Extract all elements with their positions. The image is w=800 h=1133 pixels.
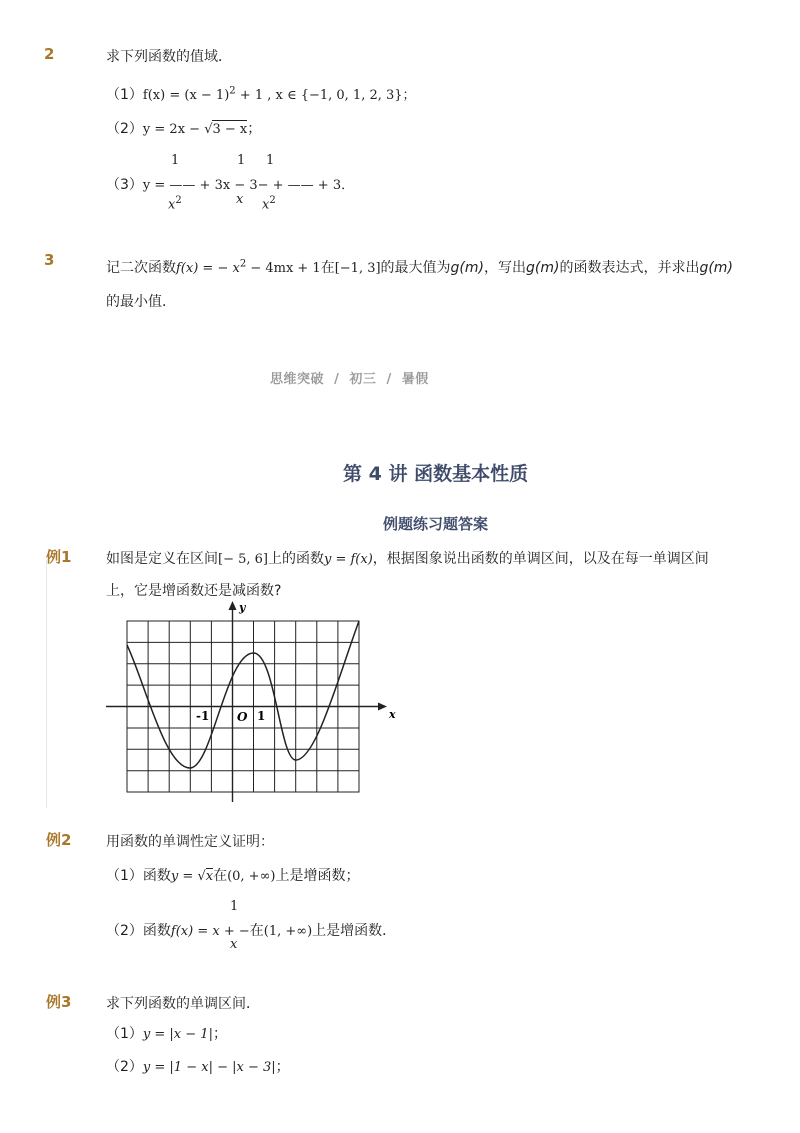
q2-item-1 — [106, 84, 416, 104]
ex3-prompt: 求下列函数的单调区间． — [106, 996, 260, 1012]
q2-item-1-label: （1） — [106, 87, 143, 103]
ex2-item-2-text-b: 在 — [249, 923, 264, 939]
q2-item-2 — [106, 118, 261, 138]
ex2-item-2 — [106, 920, 396, 940]
question-number-3: 3 — [44, 251, 55, 269]
q2-item-1-sup: 2 — [229, 85, 236, 97]
ex1-text-a: 如图是定义在区间 — [106, 551, 218, 567]
ex3-item-1 — [106, 1023, 227, 1043]
q3-text-d: ，写出 — [484, 260, 526, 276]
q2-item-2-label: （2） — [106, 121, 143, 137]
q2-item-3-expr: y = —— + 3x − 3− + —— + 3． — [142, 178, 355, 193]
ex3-item-1-tail: ； — [212, 1026, 227, 1042]
ex2-item-1-sqrt: x — [205, 869, 214, 884]
lecture-title: 第 4 讲 函数基本性质 — [343, 463, 529, 485]
ex2-item-2-num: 1 — [230, 899, 239, 914]
ex1-line-1 — [106, 548, 709, 568]
y-axis-label: y — [239, 601, 246, 614]
ex1-line-2: 上，它是增函数还是减函数? — [106, 583, 282, 599]
footer-sep-2: / — [386, 372, 392, 387]
question-number-2: 2 — [44, 45, 55, 63]
ex2-prompt: 用函数的单调性定义证明： — [106, 834, 274, 850]
ex3-item-1-expr: y = |x − 1| — [142, 1027, 213, 1042]
ex3-item-2-tail: ； — [275, 1059, 290, 1075]
sqrt-icon: √ — [197, 869, 206, 884]
q2-item-2-sqrt: 3 − x — [212, 122, 248, 137]
function-graph — [100, 598, 400, 808]
q2-prompt: 求下列函数的值域． — [106, 49, 232, 65]
ex1-text-b: 上的函数 — [267, 551, 324, 567]
ex3-item-2-label: （2） — [106, 1059, 143, 1075]
q2-item-3-num3: 1 — [266, 153, 275, 168]
x-axis-arrow-icon — [378, 703, 387, 711]
q3-gm-2: g(m) — [526, 260, 560, 276]
q3-text-a: 记二次函数 — [106, 260, 176, 276]
q3-text-c: 的最大值为 — [380, 260, 451, 276]
ex2-item-2-interval: (1, +∞) — [263, 924, 313, 939]
tick-label-1: 1 — [257, 709, 266, 723]
ex2-item-1-func: y = — [170, 869, 198, 884]
ex2-item-2-text-c: 上是增函数． — [312, 923, 397, 939]
tick-label-neg1: -1 — [196, 709, 210, 723]
q2-item-3-label: （3） — [106, 177, 143, 193]
ex2-item-2-text-a: 函数 — [142, 923, 171, 939]
ex3-item-1-label: （1） — [106, 1026, 143, 1042]
q3-gm-1: g(m) — [450, 260, 484, 276]
q3-line-2: 的最小值． — [106, 294, 176, 310]
left-rule — [46, 560, 47, 808]
ex2-item-1-label: （1） — [106, 868, 143, 884]
q3-line-1 — [106, 257, 733, 277]
example-3-label: 例3 — [46, 993, 72, 1011]
origin-label: O — [237, 710, 248, 724]
function-curve — [127, 621, 359, 768]
q2-item-1-expr: f(x) = (x − 1) — [142, 88, 230, 103]
ex2-item-2-label: （2） — [106, 923, 143, 939]
q3-text-b: 在 — [320, 260, 335, 276]
ex2-item-1 — [106, 865, 359, 885]
x-axis-label: x — [389, 708, 396, 721]
ex1-interval: [− 5, 6] — [218, 552, 268, 567]
q2-item-3-den1: $x^2$ — [168, 195, 182, 213]
q2-item-3-num1: 1 — [171, 153, 180, 168]
q3-text-e: 的函数表达式，并求出 — [559, 260, 700, 276]
q2-item-2-tail: ； — [247, 121, 262, 137]
q3-sup: 2 — [239, 258, 247, 270]
ex3-item-2 — [106, 1056, 290, 1076]
ex2-item-1-text-a: 函数 — [142, 868, 171, 884]
q2-item-2-expr: y = 2x − — [142, 122, 205, 137]
q2-item-1-expr2: + 1 , x ∈ {−1, 0, 1, 2, 3}； — [235, 88, 416, 103]
footer-term: 暑假 — [401, 372, 429, 387]
q2-item-3-den2: x — [236, 192, 244, 207]
q2-item-3-den3: $x^2$ — [262, 195, 276, 213]
sqrt-icon: √ — [204, 122, 213, 137]
q3-interval: [−1, 3] — [334, 261, 381, 276]
q3-gm-3: g(m) — [699, 260, 733, 276]
footer-book: 思维突破 — [270, 372, 325, 387]
q2-item-3 — [106, 174, 354, 194]
page-footer — [270, 368, 429, 387]
section-title: 例题练习题答案 — [383, 515, 489, 533]
graph-axes — [106, 606, 382, 802]
example-1-label: 例1 — [46, 548, 72, 566]
q3-expr: f(x) = − x — [176, 261, 240, 276]
footer-grade: 初三 — [349, 372, 377, 387]
ex2-item-1-text-c: 上是增函数； — [275, 868, 360, 884]
q3-expr2: − 4mx + 1 — [246, 261, 321, 276]
footer-sep-1: / — [334, 372, 340, 387]
q2-item-3-num2: 1 — [237, 153, 246, 168]
ex2-item-2-den: x — [230, 937, 238, 952]
y-axis-arrow-icon — [229, 601, 237, 610]
ex3-item-2-expr: y = |1 − x| − |x − 3| — [142, 1060, 276, 1075]
ex2-item-2-func: f(x) = x + − — [170, 924, 250, 939]
ex2-item-1-interval: (0, +∞) — [227, 869, 276, 884]
example-2-label: 例2 — [46, 831, 72, 849]
ex2-item-1-text-b: 在 — [213, 868, 228, 884]
ex1-func: y = f(x) — [323, 552, 373, 567]
ex1-text-c: ，根据图象说出函数的单调区间，以及在每一单调区间 — [372, 551, 709, 567]
